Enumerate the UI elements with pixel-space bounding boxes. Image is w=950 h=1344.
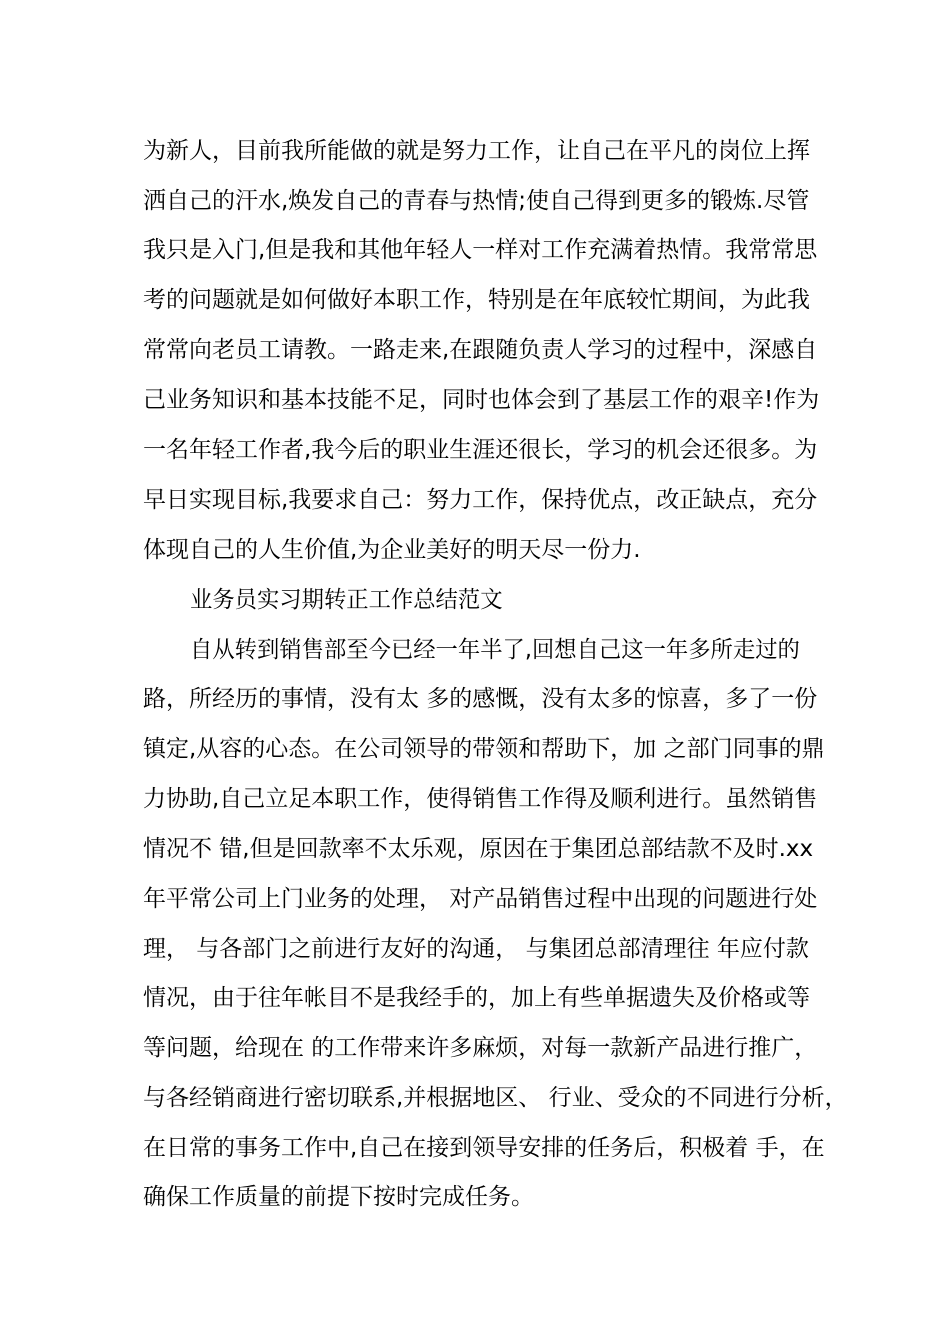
paragraph-line: 体现自己的人生价值,为企业美好的明天尽一份力. xyxy=(143,537,641,563)
paragraph-line: 年平常公司上门业务的处理， 对产品销售过程中出现的问题进行处 xyxy=(143,886,818,912)
paragraph-line: 常常向老员工请教。一路走来,在跟随负责人学习的过程中，深感自 xyxy=(143,337,818,363)
paragraph-line: 洒自己的汗水,焕发自己的青春与热情;使自己得到更多的锻炼.尽管 xyxy=(143,188,810,214)
paragraph-line: 早日实现目标,我要求自己：努力工作，保持优点，改正缺点，充分 xyxy=(143,487,818,513)
paragraph-line: 为新人，目前我所能做的就是努力工作，让自己在平凡的岗位上挥 xyxy=(143,138,810,164)
paragraph-line: 自从转到销售部至今已经一年半了,回想自己这一年多所走过的 xyxy=(190,637,800,663)
paragraph-line: 情况，由于往年帐目不是我经手的，加上有些单据遗失及价格或等 xyxy=(143,985,810,1011)
paragraph-line: 镇定,从容的心态。在公司领导的带领和帮助下，加 之部门同事的鼎 xyxy=(143,736,825,762)
paragraph-line: 在日常的事务工作中,自己在接到领导安排的任务后，积极着 手，在 xyxy=(143,1135,825,1161)
paragraph-line: 等问题，给现在 的工作带来许多麻烦，对每一款新产品进行推广， xyxy=(143,1035,818,1061)
paragraph-line: 路，所经历的事情，没有太 多的感慨，没有太多的惊喜，多了一份 xyxy=(143,686,818,712)
paragraph-line: 一名年轻工作者,我今后的职业生涯还很长，学习的机会还很多。为 xyxy=(143,437,818,463)
paragraph-line: 考的问题就是如何做好本职工作，特别是在年底较忙期间，为此我 xyxy=(143,287,810,313)
paragraph-line: 情况不 错,但是回款率不太乐观，原因在于集团总部结款不及时.xx xyxy=(143,836,814,862)
paragraph-line: 理， 与各部门之前进行友好的沟通， 与集团总部清理往 年应付款 xyxy=(143,936,809,962)
paragraph-line: 己业务知识和基本技能不足，同时也体会到了基层工作的艰辛!作为 xyxy=(143,387,820,413)
paragraph-line: 确保工作质量的前提下按时完成任务。 xyxy=(143,1184,534,1210)
paragraph-line: 与各经销商进行密切联系,并根据地区、 行业、受众的不同进行分析， xyxy=(143,1085,848,1111)
paragraph-line: 力协助,自己立足本职工作，使得销售工作得及顺利进行。虽然销售 xyxy=(143,786,818,812)
paragraph-line: 我只是入门,但是我和其他年轻人一样对工作充满着热情。我常常思 xyxy=(143,237,818,263)
section-heading: 业务员实习期转正工作总结范文 xyxy=(190,587,503,613)
